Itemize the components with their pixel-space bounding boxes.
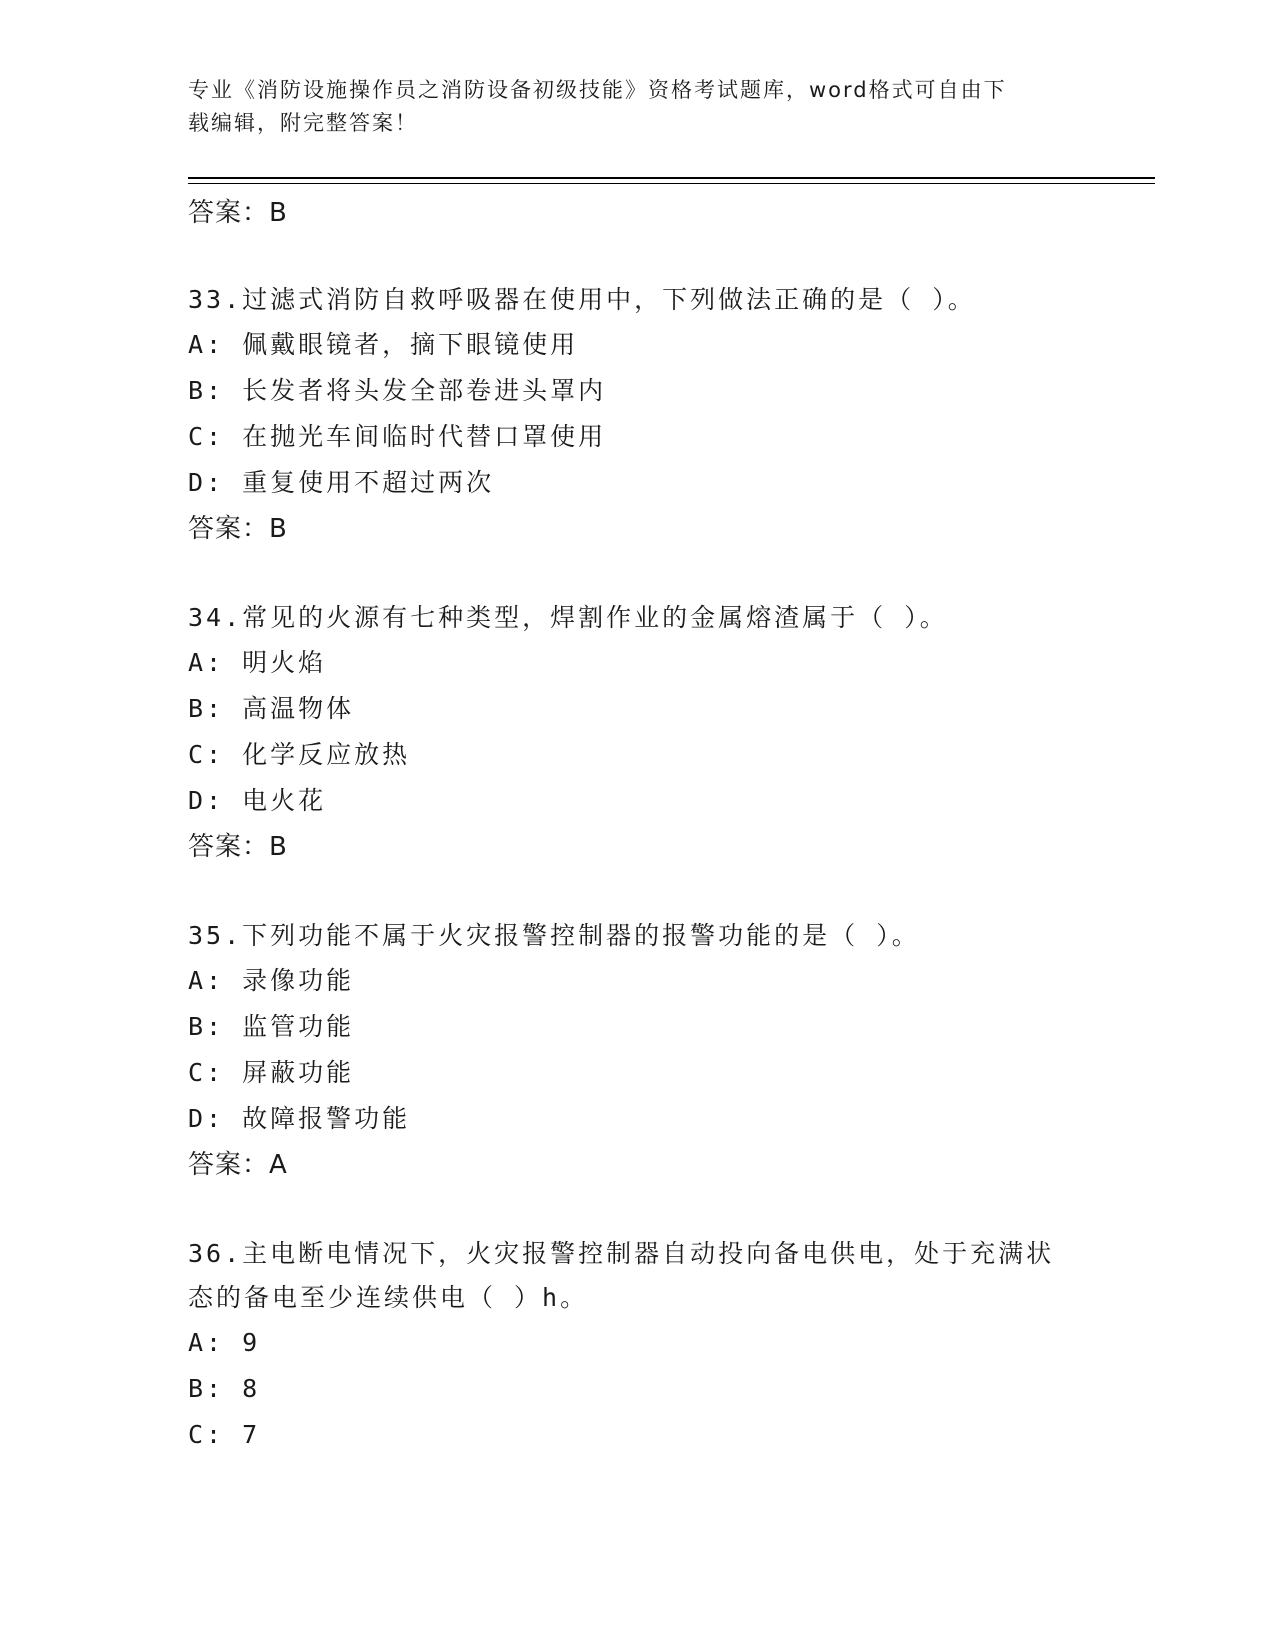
document-header <box>188 74 1068 140</box>
question-34-option-c: C: 化学反应放热 <box>188 740 411 769</box>
answer-33: 答案：B <box>188 514 288 544</box>
answer-32: 答案：B <box>188 198 288 228</box>
header-line-1: 专业《消防设施操作员之消防设备初级技能》资格考试题库，word格式可自由下 <box>188 78 1007 102</box>
question-34-option-d: D: 电火花 <box>188 786 327 815</box>
question-35-option-d: D: 故障报警功能 <box>188 1104 411 1133</box>
question-34 <box>188 596 1088 870</box>
question-35-option-a: A: 录像功能 <box>188 966 355 995</box>
question-36-option-b: B: 8 <box>188 1374 261 1403</box>
question-list <box>188 190 1088 1458</box>
question-36 <box>188 1232 1088 1458</box>
question-34-option-b: B: 高温物体 <box>188 694 355 723</box>
header-line-2: 载编辑，附完整答案！ <box>188 111 418 135</box>
question-33 <box>188 278 1088 552</box>
question-35-title: 35.下列功能不属于火灾报警控制器的报警功能的是（ ）。 <box>188 921 920 950</box>
question-35-option-b: B: 监管功能 <box>188 1012 355 1041</box>
question-33-option-d: D: 重复使用不超过两次 <box>188 468 495 497</box>
question-36-option-a: A: 9 <box>188 1328 261 1357</box>
header-divider-thick <box>188 177 1155 179</box>
answer-34: 答案：B <box>188 832 288 862</box>
question-33-option-c: C: 在抛光车间临时代替口罩使用 <box>188 422 607 451</box>
question-33-option-b: B: 长发者将头发全部卷进头罩内 <box>188 376 607 405</box>
answer-35: 答案：A <box>188 1150 288 1180</box>
question-36-title-line-2: 态的备电至少连续供电（ ）h。 <box>188 1283 589 1312</box>
question-34-title: 34.常见的火源有七种类型，焊割作业的金属熔渣属于（ ）。 <box>188 603 948 632</box>
question-34-option-a: A: 明火焰 <box>188 648 327 677</box>
question-36-option-c: C: 7 <box>188 1420 261 1449</box>
question-35 <box>188 914 1088 1188</box>
question-36-title-line-1: 36.主电断电情况下，火灾报警控制器自动投向备电供电，处于充满状 <box>188 1239 1055 1268</box>
question-35-option-c: C: 屏蔽功能 <box>188 1058 355 1087</box>
header-divider-thin <box>188 183 1155 184</box>
question-33-title: 33.过滤式消防自救呼吸器在使用中，下列做法正确的是（ ）。 <box>188 285 976 314</box>
question-33-option-a: A: 佩戴眼镜者，摘下眼镜使用 <box>188 330 579 359</box>
